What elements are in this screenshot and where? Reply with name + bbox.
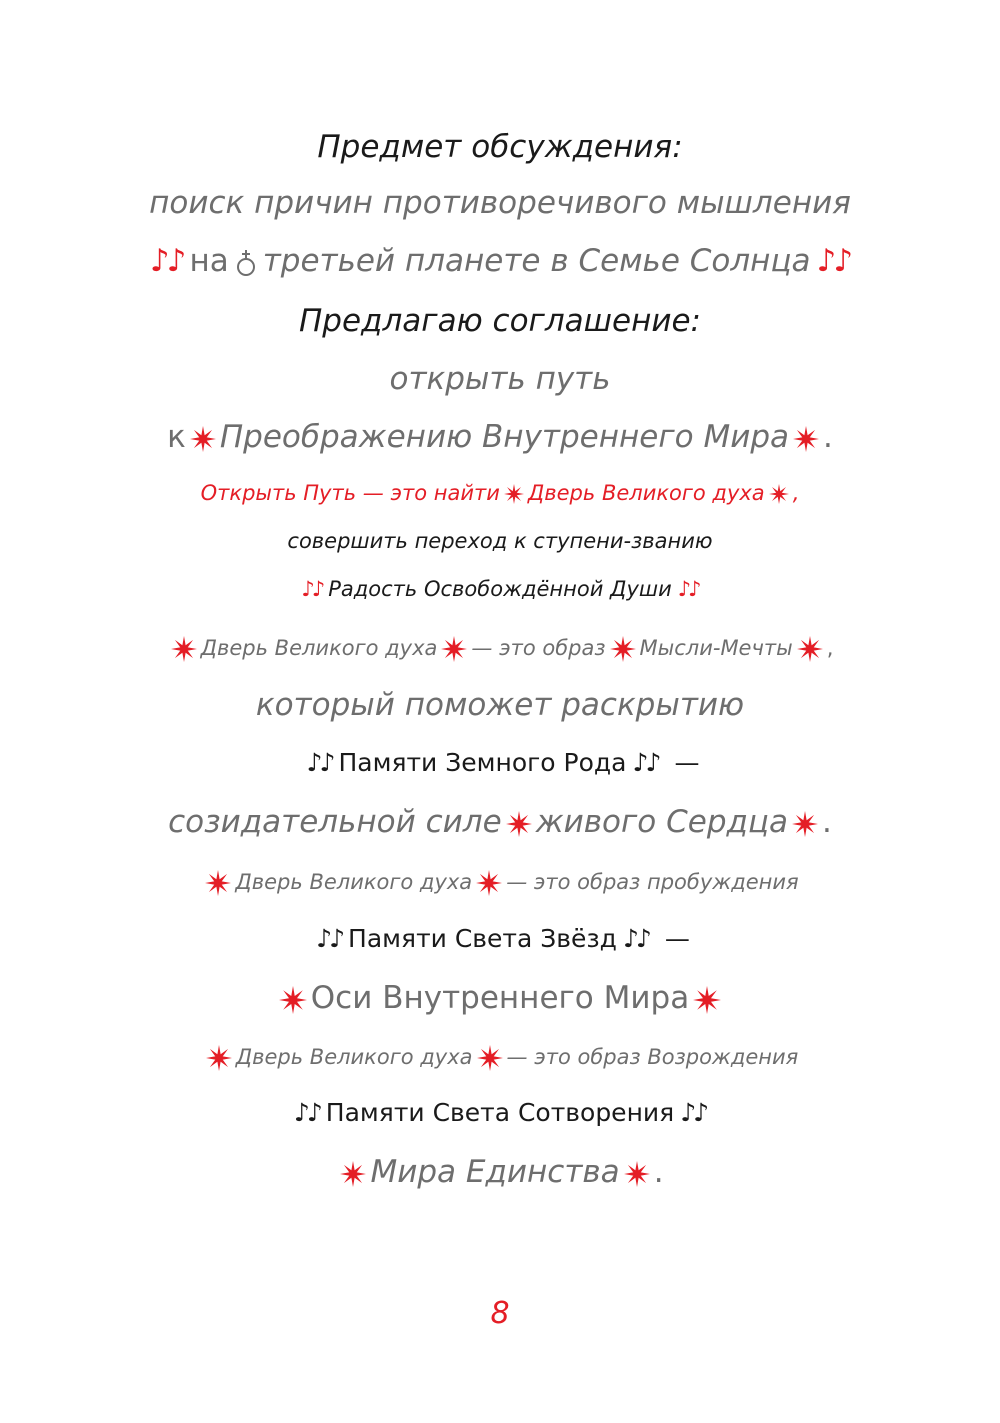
red-star-icon <box>441 636 467 662</box>
line-third-planet: ♪♪ на третьей планете в Семье Солнца ♪♪ <box>149 243 851 279</box>
red-star-icon <box>279 986 307 1014</box>
music-note-icon: ♪♪ <box>293 1098 320 1127</box>
line-door-revival: Дверь Великого духа — это образ Возрождения <box>0 1045 1000 1071</box>
line-memory-stars: ♪♪ Памяти Света Звёзд ♪♪ — <box>316 924 690 953</box>
red-star-icon <box>769 484 789 504</box>
line-transformation: к Преображению Внутреннего Мира . <box>167 419 833 455</box>
red-star-icon <box>610 636 636 662</box>
line-joy: ♪♪ Радость Освобождённой Души ♪♪ <box>301 577 699 601</box>
music-note-icon: ♪♪ <box>306 748 333 777</box>
red-star-icon <box>340 1161 366 1187</box>
red-star-icon <box>793 426 819 452</box>
red-star-icon <box>797 636 823 662</box>
line-world-unity: Мира Единства . <box>0 1157 1000 1188</box>
red-star-icon <box>476 870 502 896</box>
red-star-icon <box>506 811 532 837</box>
red-star-icon <box>205 870 231 896</box>
red-star-icon <box>171 636 197 662</box>
music-note-icon: ♪♪ <box>301 577 323 601</box>
line-memory-earth: ♪♪ Памяти Земного Рода ♪♪ — <box>306 748 700 777</box>
line-memory-creation: ♪♪ Памяти Света Сотворения ♪♪ <box>293 1098 707 1127</box>
heading-agreement: Предлагаю соглашение: <box>298 303 702 339</box>
music-note-icon: ♪♪ <box>677 577 699 601</box>
red-star-icon <box>693 986 721 1014</box>
music-note-icon: ♪♪ <box>149 243 184 279</box>
line-which-helps: который поможет раскрытию <box>255 687 745 723</box>
line-transition: совершить переход к ступени-званию <box>287 529 713 553</box>
line-search-causes: поиск причин противоречивого мышления <box>149 185 851 221</box>
line-creative-force: созидательной силе живого Сердца . <box>168 804 832 840</box>
red-star-icon <box>206 1045 232 1071</box>
line-open-path-red: Открыть Путь — это найти Дверь Великого духа , <box>200 481 800 505</box>
red-star-icon <box>792 811 818 837</box>
line-open-path: открыть путь <box>389 361 611 397</box>
music-note-icon: ♪♪ <box>316 924 343 953</box>
earth-planet-icon <box>235 248 257 278</box>
music-note-icon: ♪♪ <box>622 924 649 953</box>
line-axis: Оси Внутреннего Мира <box>0 983 1000 1014</box>
red-star-icon <box>624 1161 650 1187</box>
page-number: 8 <box>490 1296 510 1331</box>
heading-subject: Предмет обсуждения: <box>317 129 683 165</box>
red-star-icon <box>190 426 216 452</box>
line-door-awakening: Дверь Великого духа — это образ пробуждения <box>0 870 1000 896</box>
line-door-dream: Дверь Великого духа — это образ Мысли-Мечты , <box>0 636 1000 662</box>
music-note-icon: ♪♪ <box>680 1098 707 1127</box>
red-star-icon <box>477 1045 503 1071</box>
music-note-icon: ♪♪ <box>632 748 659 777</box>
red-star-icon <box>504 484 524 504</box>
music-note-icon: ♪♪ <box>816 243 851 279</box>
